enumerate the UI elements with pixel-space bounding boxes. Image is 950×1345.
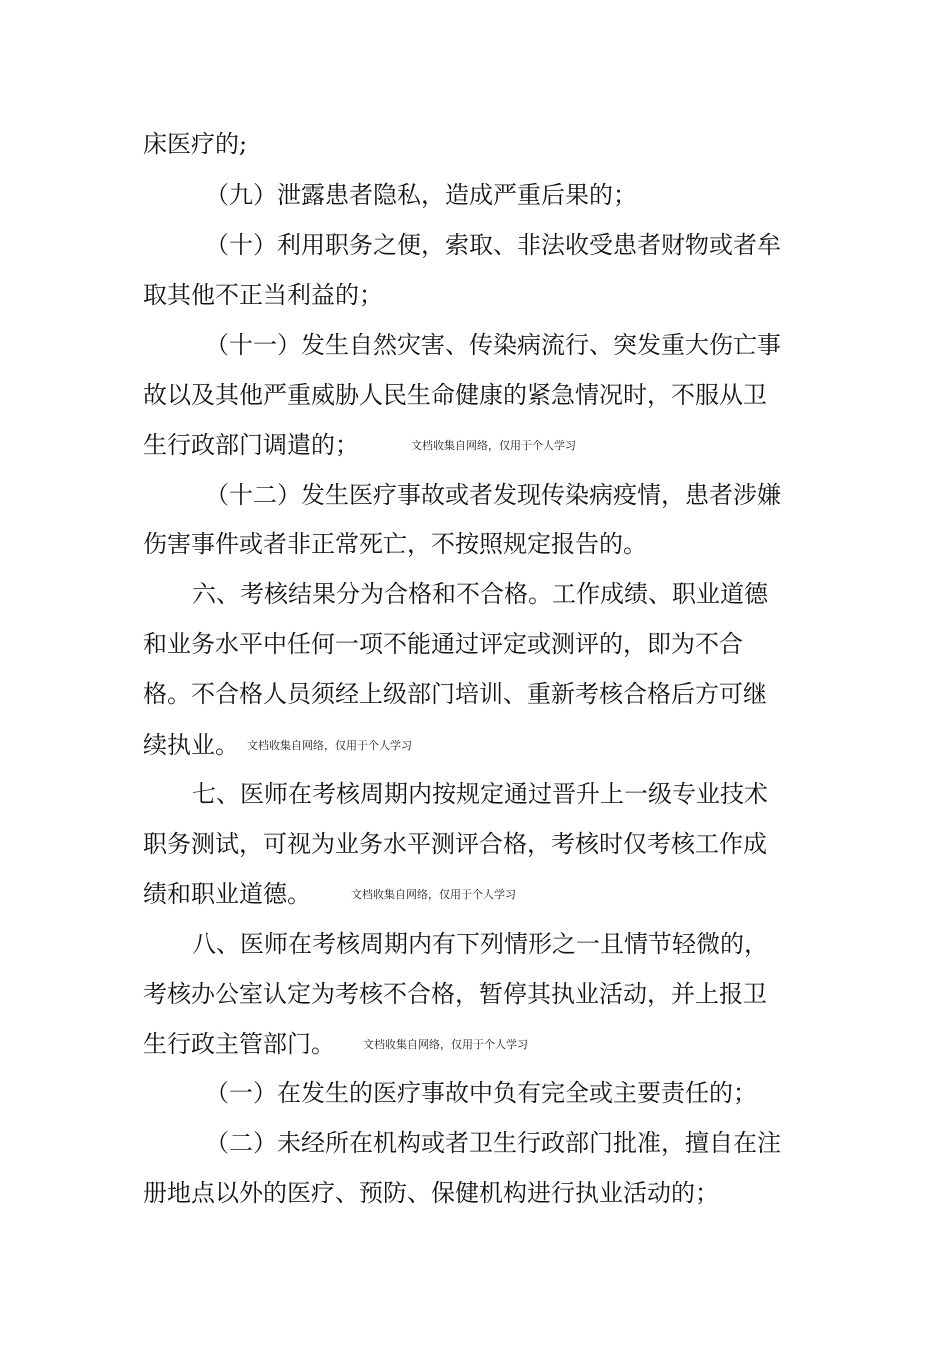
line-text: 伤害事件或者非正常死亡，不按照规定报告的。: [143, 530, 647, 558]
line-text: 六、考核结果分为合格和不合格。工作成绩、职业道德: [192, 580, 768, 608]
text-line: [143, 828, 767, 860]
line-text: （二）未经所在机构或者卫生行政部门批准，擅自在注: [205, 1129, 781, 1157]
source-note: 文档收集自网络，仅用于个人学习: [363, 1038, 528, 1051]
line-text: 七、医师在考核周期内按规定通过晋升上一级专业技术: [192, 780, 768, 808]
text-line: [205, 229, 825, 261]
text-line: [143, 279, 763, 311]
line-text: 生行政部门调遣的；: [143, 431, 359, 459]
line-text: 册地点以外的医疗、预防、保健机构进行执业活动的；: [143, 1179, 719, 1207]
line-text: 和业务水平中任何一项不能通过评定或测评的，即为不合: [143, 630, 743, 658]
text-line: [192, 578, 812, 610]
source-note: 文档收集自网络，仅用于个人学习: [247, 739, 412, 752]
text-line: [205, 179, 825, 211]
text-line: [205, 479, 825, 511]
line-text: （一）在发生的医疗事故中负有完全或主要责任的；: [205, 1079, 757, 1107]
line-text: 考核办公室认定为考核不合格，暂停其执业活动，并上报卫: [143, 980, 767, 1008]
line-text: （十）利用职务之便，索取、非法收受患者财物或者牟: [205, 231, 781, 259]
text-line: [205, 1077, 825, 1109]
line-text: （十一）发生自然灾害、传染病流行、突发重大伤亡事: [205, 331, 781, 359]
text-line: [143, 379, 767, 411]
line-text: 床医疗的;: [143, 130, 248, 158]
text-line: [143, 729, 763, 762]
text-line: [143, 628, 763, 660]
text-line: [143, 678, 767, 710]
text-line: [192, 928, 812, 960]
line-text: 故以及其他严重威胁人民生命健康的紧急情况时，不服从卫: [143, 381, 767, 409]
line-text: 绩和职业道德。: [143, 880, 311, 908]
line-text: 取其他不正当利益的；: [143, 281, 383, 309]
line-text: （十二）发生医疗事故或者发现传染病疫情，患者涉嫌: [205, 481, 781, 509]
line-text: 生行政主管部门。: [143, 1030, 335, 1058]
line-text: 八、医师在考核周期内有下列情形之一且情节轻微的，: [192, 930, 768, 958]
text-line: [143, 1028, 763, 1061]
text-line: [143, 128, 763, 160]
text-line: [143, 878, 763, 911]
text-line: [205, 1127, 825, 1159]
line-text: 格。不合格人员须经上级部门培训、重新考核合格后方可继: [143, 680, 767, 708]
text-line: [143, 1177, 763, 1209]
text-line: [192, 778, 812, 810]
text-line: [143, 429, 763, 462]
text-line: [143, 528, 763, 560]
source-note: 文档收集自网络，仅用于个人学习: [411, 439, 576, 452]
line-text: 职务测试，可视为业务水平测评合格，考核时仅考核工作成: [143, 830, 767, 858]
line-text: 续执业。: [143, 731, 239, 759]
text-line: [143, 978, 767, 1010]
line-text: （九）泄露患者隐私，造成严重后果的；: [205, 181, 637, 209]
source-note: 文档收集自网络，仅用于个人学习: [351, 888, 516, 901]
text-line: [205, 329, 825, 361]
